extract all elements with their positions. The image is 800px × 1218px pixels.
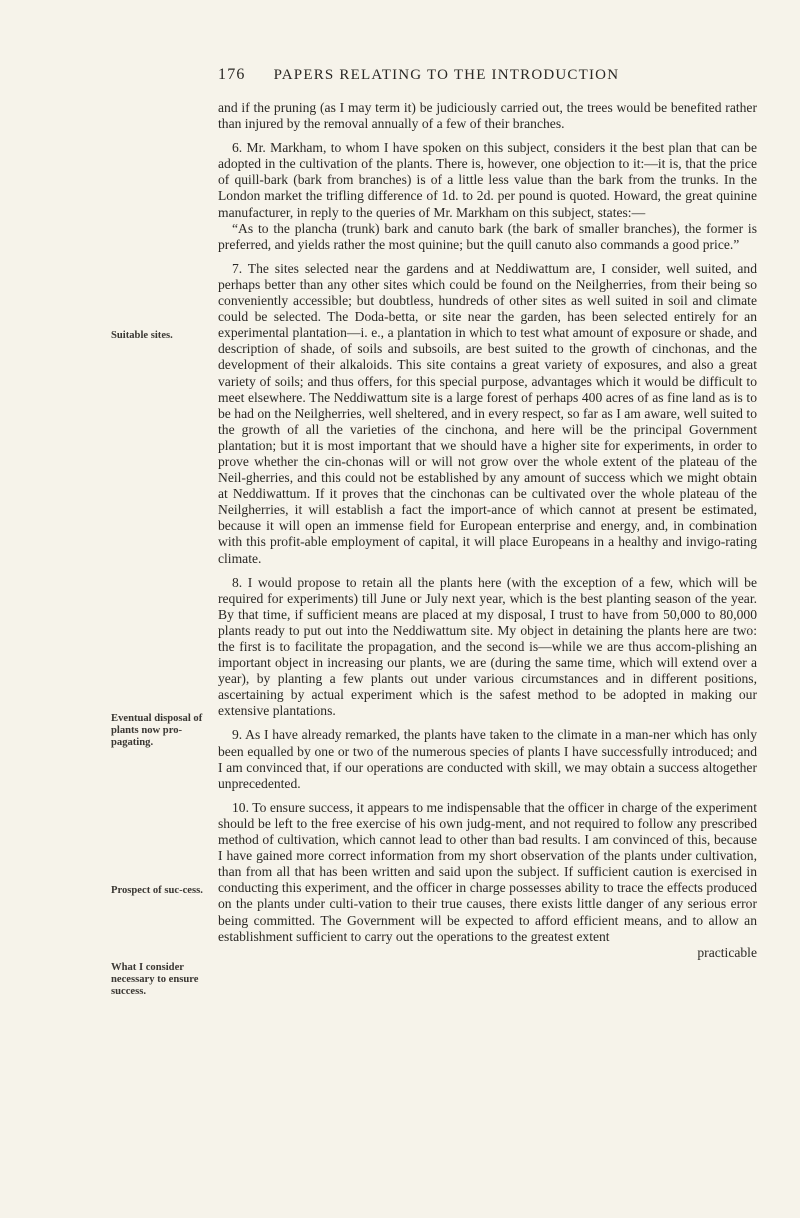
running-title: PAPERS RELATING TO THE INTRODUCTION <box>273 67 620 83</box>
paragraph-continuation: and if the pruning (as I may term it) be judiciously carried out, the trees would be benefited rather than injured by the removal annually of a few of their branches. <box>218 100 757 132</box>
sidenote-suitable-sites: Suitable sites. <box>111 330 173 341</box>
sidenote-eventual-disposal: Eventual disposal of plants now pro-pagating. <box>111 713 203 748</box>
body-text <box>218 100 757 961</box>
paragraph-8: 8. I would propose to retain all the plants here (with the exception of a few, which will be required for experiments) till June or July next year, which is the best planting season of the year. By that time, if sufficient means are placed at my disposal, I trust to have from 50,000 to 80,000 plants ready to put out into the Neddiwattum site. My object in detaining the plants here are two: the first is to facilitate the propagation, and the second is—while we are thus accom-plishing an important object in increasing our plants, we are (during the same time, which will extend over a year), by planting a few plants out under various circumstances and in different positions, ascertaining by actual experiment which is the safest method to be adopted in making our extensive plantations. <box>218 574 757 719</box>
paragraph-10-catchword: practicable <box>697 944 757 960</box>
sidenote-ensure-success: What I consider necessary to ensure success. <box>111 962 199 997</box>
paragraph-6-quote: “As to the plancha (trunk) bark and canuto bark (the bark of smaller branches), the former is preferred, and yields rather the most quinine; but the quill canuto also commands a good price.” <box>218 220 757 252</box>
paragraph-7: 7. The sites selected near the gardens and at Neddiwattum are, I consider, well suited, and perhaps better than any other sites which could be found on the Neilgherries, from their being so conveniently accessible; but doubtless, hundreds of other sites as well suited in soil and climate could be selected. The Doda-betta, or site near the garden, has been selected entirely for an experimental plantation—i. e., a plantation in which to test what amount of exposure or shade, and description of shade, of soils and subsoils, are best suited to the growth of cinchonas, and the development of their alkaloids. This site contains a great variety of exposures, and also a great variety of soils; and thus offers, for this special purpose, advantages which it would be difficult to meet elsewhere. The Neddiwattum site is a large forest of perhaps 400 acres of as fine land as is to be had on the Neilgherries, well sheltered, and in every respect, so far as I am aware, well suited to the growth of all the varieties of the cinchona, and here will be the principal Government plantation; but it is most important that we should have a higher site for experiments, in order to prove whether the cin-chonas will or will not grow over the whole extent of the plateau of the Neil-gherries, and this could not be established by any amount of success which we might obtain at Neddiwattum. If it proves that the cinchonas can be cultivated over the whole plateau of the Neilgherries, it will establish a fact the import-ance of which cannot at present be estimated, because it will open an immense field for European enterprise and energy, and, in combination with this profit-able employment of capital, it will place Europeans in a healthy and invigo-rating climate. <box>218 260 757 566</box>
paragraph-6: 6. Mr. Markham, to whom I have spoken on this subject, considers it the best plan that can be adopted in the cultivation of the plants. There is, however, one objection to it:—it is, that the price of quill-bark (bark from branches) is of a little less value than the bark from the trunks. In the London market the trifling difference of 1d. to 2d. per pound is quoted. Howard, the great quinine manufacturer, in reply to the queries of Mr. Markham on this subject, states:— <box>218 140 757 220</box>
paragraph-9: 9. As I have already remarked, the plants have taken to the climate in a man-ner which has only been equalled by one or two of the numerous species of plants I have successfully introduced; and I am convinced that, if our operations are conducted with skill, we may obtain a success altogether unprecedented. <box>218 727 757 791</box>
paragraph-10: 10. To ensure success, it appears to me indispensable that the officer in charge of the experiment should be left to the free exercise of his own judg-ment, and not required to follow any prescribed method of cultivation, which cannot lead to other than bad results. I am convinced of this, because I have gained more correct information from my short observation of the plants under cultivation, than from all that has been written and said upon the subject. If sufficient caution is exercised in conducting this experiment, and the officer in charge possesses ability to trace the effects produced on the plants under culti-vation to their true causes, there exists little danger of any serious error being committed. The Government will be expected to afford efficient means, and to allow an establishment sufficient to carry out the operations to the greatest extent <box>218 799 757 944</box>
sidenote-prospect-of-success: Prospect of suc-cess. <box>111 885 203 896</box>
page-number: 176 <box>218 66 246 83</box>
running-header <box>218 66 758 84</box>
